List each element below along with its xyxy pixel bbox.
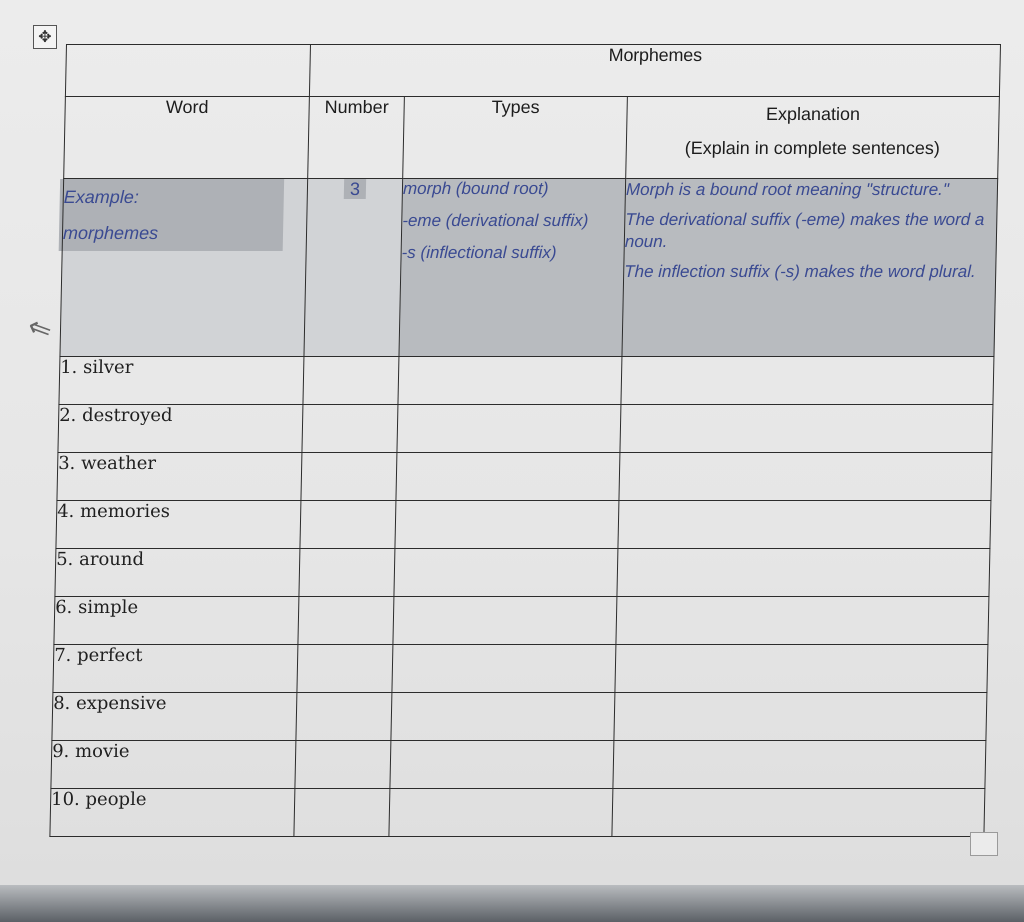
example-type-inflectional: -s (inflectional suffix) — [401, 243, 557, 262]
table-row — [56, 501, 991, 549]
explanation-cell[interactable] — [619, 453, 992, 501]
number-cell[interactable] — [303, 357, 399, 405]
example-type-derivational: -eme (derivational suffix) — [402, 211, 589, 230]
types-cell[interactable] — [398, 357, 622, 405]
example-explanation-root: Morph is a bound root meaning "structure." — [625, 180, 950, 199]
explanation-cell[interactable] — [616, 597, 989, 645]
explanation-cell[interactable] — [614, 693, 987, 741]
word-cell[interactable]: 10. people — [50, 789, 295, 837]
table-row — [51, 741, 986, 789]
table-row — [54, 597, 989, 645]
types-cell[interactable] — [393, 597, 617, 645]
types-cell[interactable] — [397, 405, 621, 453]
example-explanation-cell[interactable] — [622, 179, 998, 357]
types-cell[interactable] — [389, 789, 613, 837]
word-cell[interactable]: 3. weather — [57, 453, 302, 501]
number-column-header: Number — [308, 97, 405, 179]
example-label: Example: — [59, 179, 284, 215]
word-cell[interactable]: 5. around — [55, 549, 300, 597]
morphemes-header: Morphemes — [309, 45, 1000, 97]
example-explanation-inflectional: The inflection suffix (-s) makes the word plural. — [624, 262, 976, 281]
morphemes-table — [49, 44, 1001, 837]
explanation-cell[interactable] — [613, 741, 986, 789]
table-row — [59, 357, 994, 405]
number-cell[interactable] — [298, 597, 394, 645]
table-row — [50, 789, 985, 837]
word-cell[interactable]: 7. perfect — [53, 645, 298, 693]
example-types-cell[interactable] — [399, 179, 626, 357]
word-cell[interactable]: 1. silver — [59, 357, 304, 405]
table-resize-handle[interactable] — [970, 832, 998, 856]
number-cell[interactable] — [302, 405, 398, 453]
word-column-header: Word — [64, 97, 310, 179]
number-cell[interactable] — [299, 549, 395, 597]
explanation-header-title: Explanation — [765, 104, 861, 124]
table-row — [55, 549, 990, 597]
explanation-cell[interactable] — [612, 789, 985, 837]
types-cell[interactable] — [396, 453, 620, 501]
number-cell[interactable] — [295, 741, 391, 789]
example-number-cell[interactable] — [304, 179, 403, 357]
word-cell[interactable]: 6. simple — [54, 597, 299, 645]
types-cell[interactable] — [390, 741, 614, 789]
number-cell[interactable] — [296, 693, 392, 741]
word-cell[interactable]: 2. destroyed — [58, 405, 303, 453]
table-row — [52, 693, 987, 741]
word-cell[interactable]: 8. expensive — [52, 693, 297, 741]
mouse-cursor-icon: ⇖ — [21, 308, 58, 349]
example-explanation-derivational: The derivational suffix (-eme) makes the word a noun. — [624, 210, 985, 251]
header-empty-cell — [65, 45, 310, 97]
explanation-header-note: (Explain in complete sentences) — [684, 138, 941, 158]
types-cell[interactable] — [394, 549, 618, 597]
explanation-cell[interactable] — [620, 405, 993, 453]
table-row — [57, 453, 992, 501]
explanation-cell[interactable] — [615, 645, 988, 693]
table-row — [53, 645, 988, 693]
number-cell[interactable] — [301, 453, 397, 501]
example-row — [60, 179, 998, 357]
explanation-cell[interactable] — [618, 501, 991, 549]
example-number: 3 — [344, 179, 366, 199]
explanation-column-header — [626, 97, 1000, 179]
example-type-root: morph (bound root) — [402, 179, 549, 198]
example-word: morphemes — [59, 215, 284, 251]
word-cell[interactable]: 4. memories — [56, 501, 301, 549]
explanation-cell[interactable] — [617, 549, 990, 597]
types-cell[interactable] — [391, 693, 615, 741]
table-move-handle-icon[interactable]: ✥ — [33, 25, 57, 49]
explanation-cell[interactable] — [621, 357, 994, 405]
types-cell[interactable] — [395, 501, 619, 549]
number-cell[interactable] — [297, 645, 393, 693]
number-cell[interactable] — [300, 501, 396, 549]
bottom-bar — [0, 885, 1024, 922]
number-cell[interactable] — [294, 789, 390, 837]
word-cell[interactable]: 9. movie — [51, 741, 296, 789]
table-row — [58, 405, 993, 453]
types-cell[interactable] — [392, 645, 616, 693]
example-word-cell[interactable] — [60, 179, 308, 357]
types-column-header: Types — [403, 97, 628, 179]
